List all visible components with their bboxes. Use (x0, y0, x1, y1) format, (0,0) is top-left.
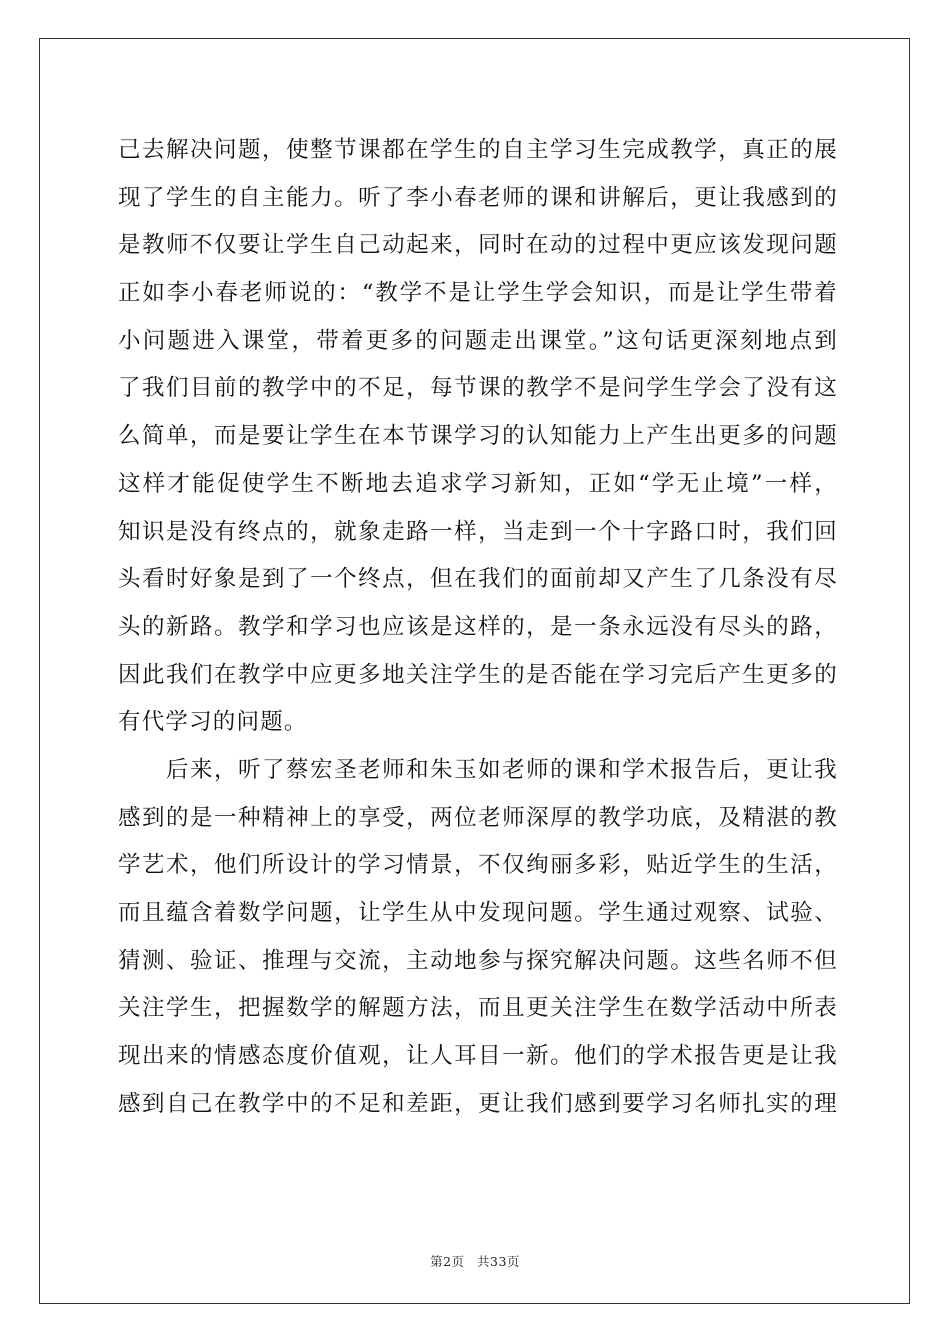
page-total: 共33页 (477, 1254, 520, 1269)
text-line: 感到自己在教学中的不足和差距，更让我们感到要学习名师扎实的理 (118, 1090, 838, 1117)
text-line: 这样才能促使学生不断地去追求学习新知，正如“学无止境”一样， (118, 470, 838, 497)
text-line: 现出来的情感态度价值观，让人耳目一新。他们的学术报告更是让我 (118, 1043, 838, 1070)
text-line: 么简单，而是要让学生在本节课学习的认知能力上产生出更多的问题 (118, 423, 838, 450)
text-line: 学艺术，他们所设计的学习情景，不仅绚丽多彩，贴近学生的生活， (118, 852, 838, 879)
text-line-paragraph-start: 后来，听了蔡宏圣老师和朱玉如老师的课和学术报告后，更让我 (166, 756, 838, 783)
text-line: 现了学生的自主能力。听了李小春老师的课和讲解后，更让我感到的 (118, 184, 838, 211)
text-line: 感到的是一种精神上的享受，两位老师深厚的教学功底，及精湛的教 (118, 804, 838, 831)
text-line: 了我们目前的教学中的不足，每节课的教学不是问学生学会了没有这 (118, 375, 838, 402)
text-line: 是教师不仅要让学生自己动起来，同时在动的过程中更应该发现问题 (118, 232, 838, 259)
text-line: 正如李小春老师说的：“教学不是让学生学会知识，而是让学生带着 (118, 280, 838, 307)
text-line: 小问题进入课堂，带着更多的问题走出课堂。”这句话更深刻地点到 (118, 327, 838, 354)
document-body (118, 127, 838, 1128)
text-line: 知识是没有终点的，就象走路一样，当走到一个十字路口时，我们回 (118, 518, 838, 545)
page-number: 第2页 (430, 1254, 465, 1269)
text-line: 己去解决问题，使整节课都在学生的自主学习生完成教学，真正的展 (118, 137, 838, 163)
text-line: 头的新路。教学和学习也应该是这样的，是一条永远没有尽头的路， (118, 613, 838, 640)
text-line: 因此我们在教学中应更多地关注学生的是否能在学习完后产生更多的 (118, 661, 838, 688)
text-line: 而且蕴含着数学问题，让学生从中发现问题。学生通过观察、试验、 (118, 900, 838, 926)
text-line: 关注学生，把握数学的解题方法，而且更关注学生在数学活动中所表 (118, 995, 838, 1022)
page-footer (0, 1252, 950, 1270)
text-line: 头看时好象是到了一个终点，但在我们的面前却又产生了几条没有尽 (118, 566, 838, 593)
text-line-paragraph-end: 有代学习的问题。 (118, 709, 308, 736)
text-line: 猜测、验证、推理与交流，主动地参与探究解决问题。这些名师不但 (118, 947, 838, 974)
